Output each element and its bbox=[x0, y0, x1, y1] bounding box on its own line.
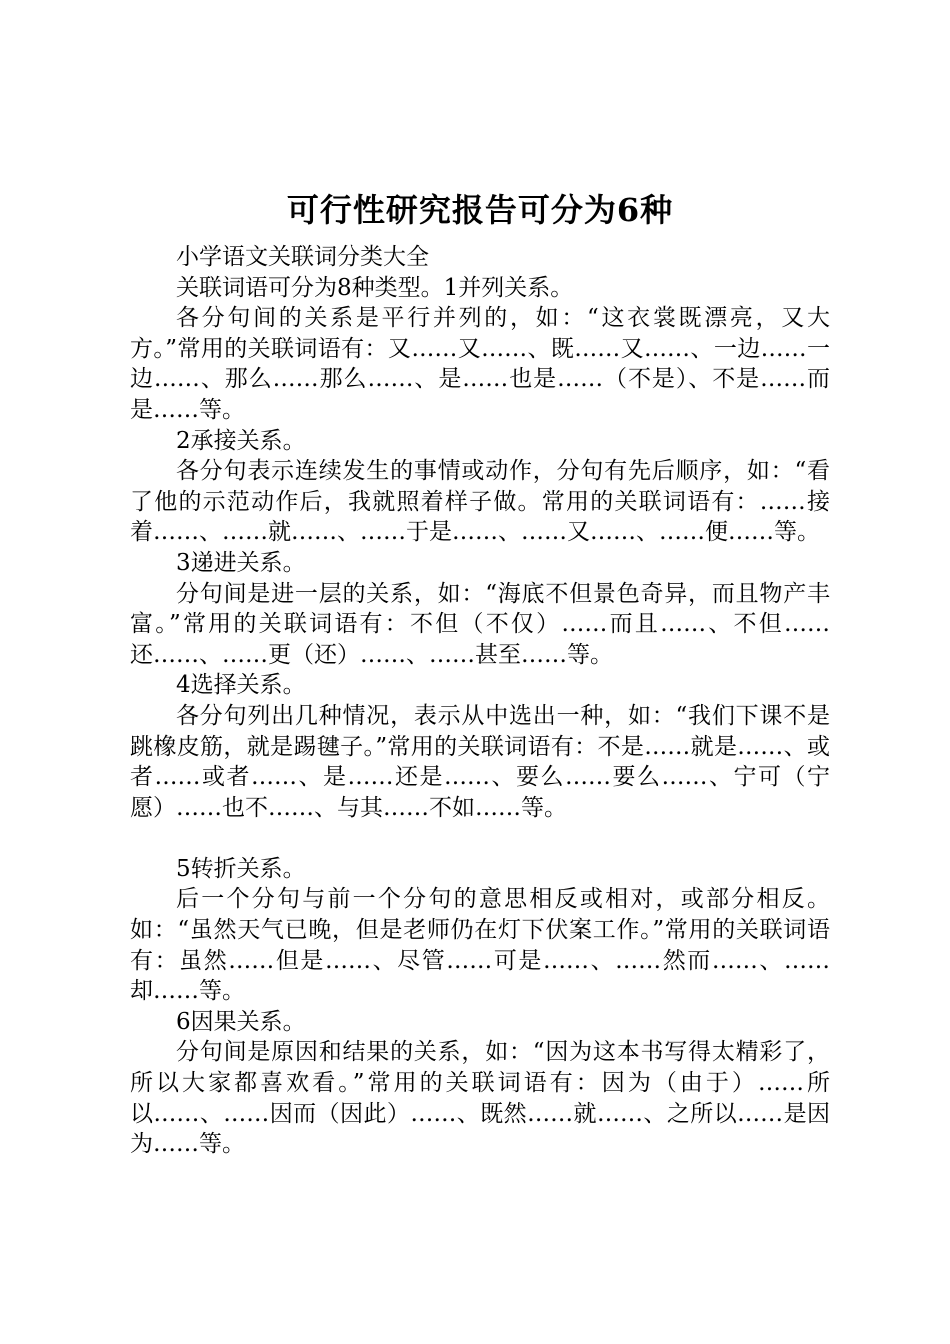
paragraph-sequential-body: 各分句表示连续发生的事情或动作，分句有先后顺序，如：“看了他的示范动作后，我就照着样子做。常用的关联词语有：……接着……、……就……、……于是……、……又……、……便……等。 bbox=[130, 458, 830, 546]
heading-alternative: 4选择关系。 bbox=[176, 672, 306, 699]
heading-adversative: 5转折关系。 bbox=[176, 855, 306, 882]
paragraph-subtitle: 小学语文关联词分类大全 bbox=[176, 244, 429, 270]
paragraph-alternative-body: 各分句列出几种情况，表示从中选出一种，如：“我们下课不是跳橡皮筋，就是踢毽子。”常用的关联词语有：不是……就是……、或者……或者……、是……还是……、要么……要么……、宁可（宁愿）……也不……、与其……不如……等。 bbox=[130, 702, 830, 821]
paragraph-intro: 关联词语可分为8种类型。1并列关系。 bbox=[176, 274, 574, 301]
document-title: 可行性研究报告可分为6种 bbox=[286, 191, 674, 229]
heading-causal: 6因果关系。 bbox=[176, 1008, 306, 1035]
paragraph-gap bbox=[130, 823, 830, 854]
paragraph-progressive-body: 分句间是进一层的关系，如：“海底不但景色奇异，而且物产丰富。”常用的关联词语有：不但（不仅）……而且……、不但……还……、……更（还）……、……甚至……等。 bbox=[130, 580, 830, 668]
paragraph-causal-body: 分句间是原因和结果的关系，如：“因为这本书写得太精彩了，所以大家都喜欢看。”常用的关联词语有：因为（由于）……所以……、……因而（因此）……、既然……就……、之所以……是因为……等。 bbox=[130, 1039, 830, 1158]
paragraph-adversative-body: 后一个分句与前一个分句的意思相反或相对，或部分相反。如：“虽然天气已晚，但是老师仍在灯下伏案工作。”常用的关联词语有：虽然……但是……、尽管……可是……、……然而……、……却……等。 bbox=[130, 886, 830, 1005]
paragraph-parallel-body: 各分句间的关系是平行并列的，如：“这衣裳既漂亮，又大方。”常用的关联词语有：又……又……、既……又……、一边……一边……、那么……那么……、是……也是……（不是）、不是……而是……等。 bbox=[130, 305, 830, 423]
heading-sequential: 2承接关系。 bbox=[176, 427, 306, 454]
heading-progressive: 3递进关系。 bbox=[176, 549, 306, 576]
document-page bbox=[130, 180, 830, 1160]
